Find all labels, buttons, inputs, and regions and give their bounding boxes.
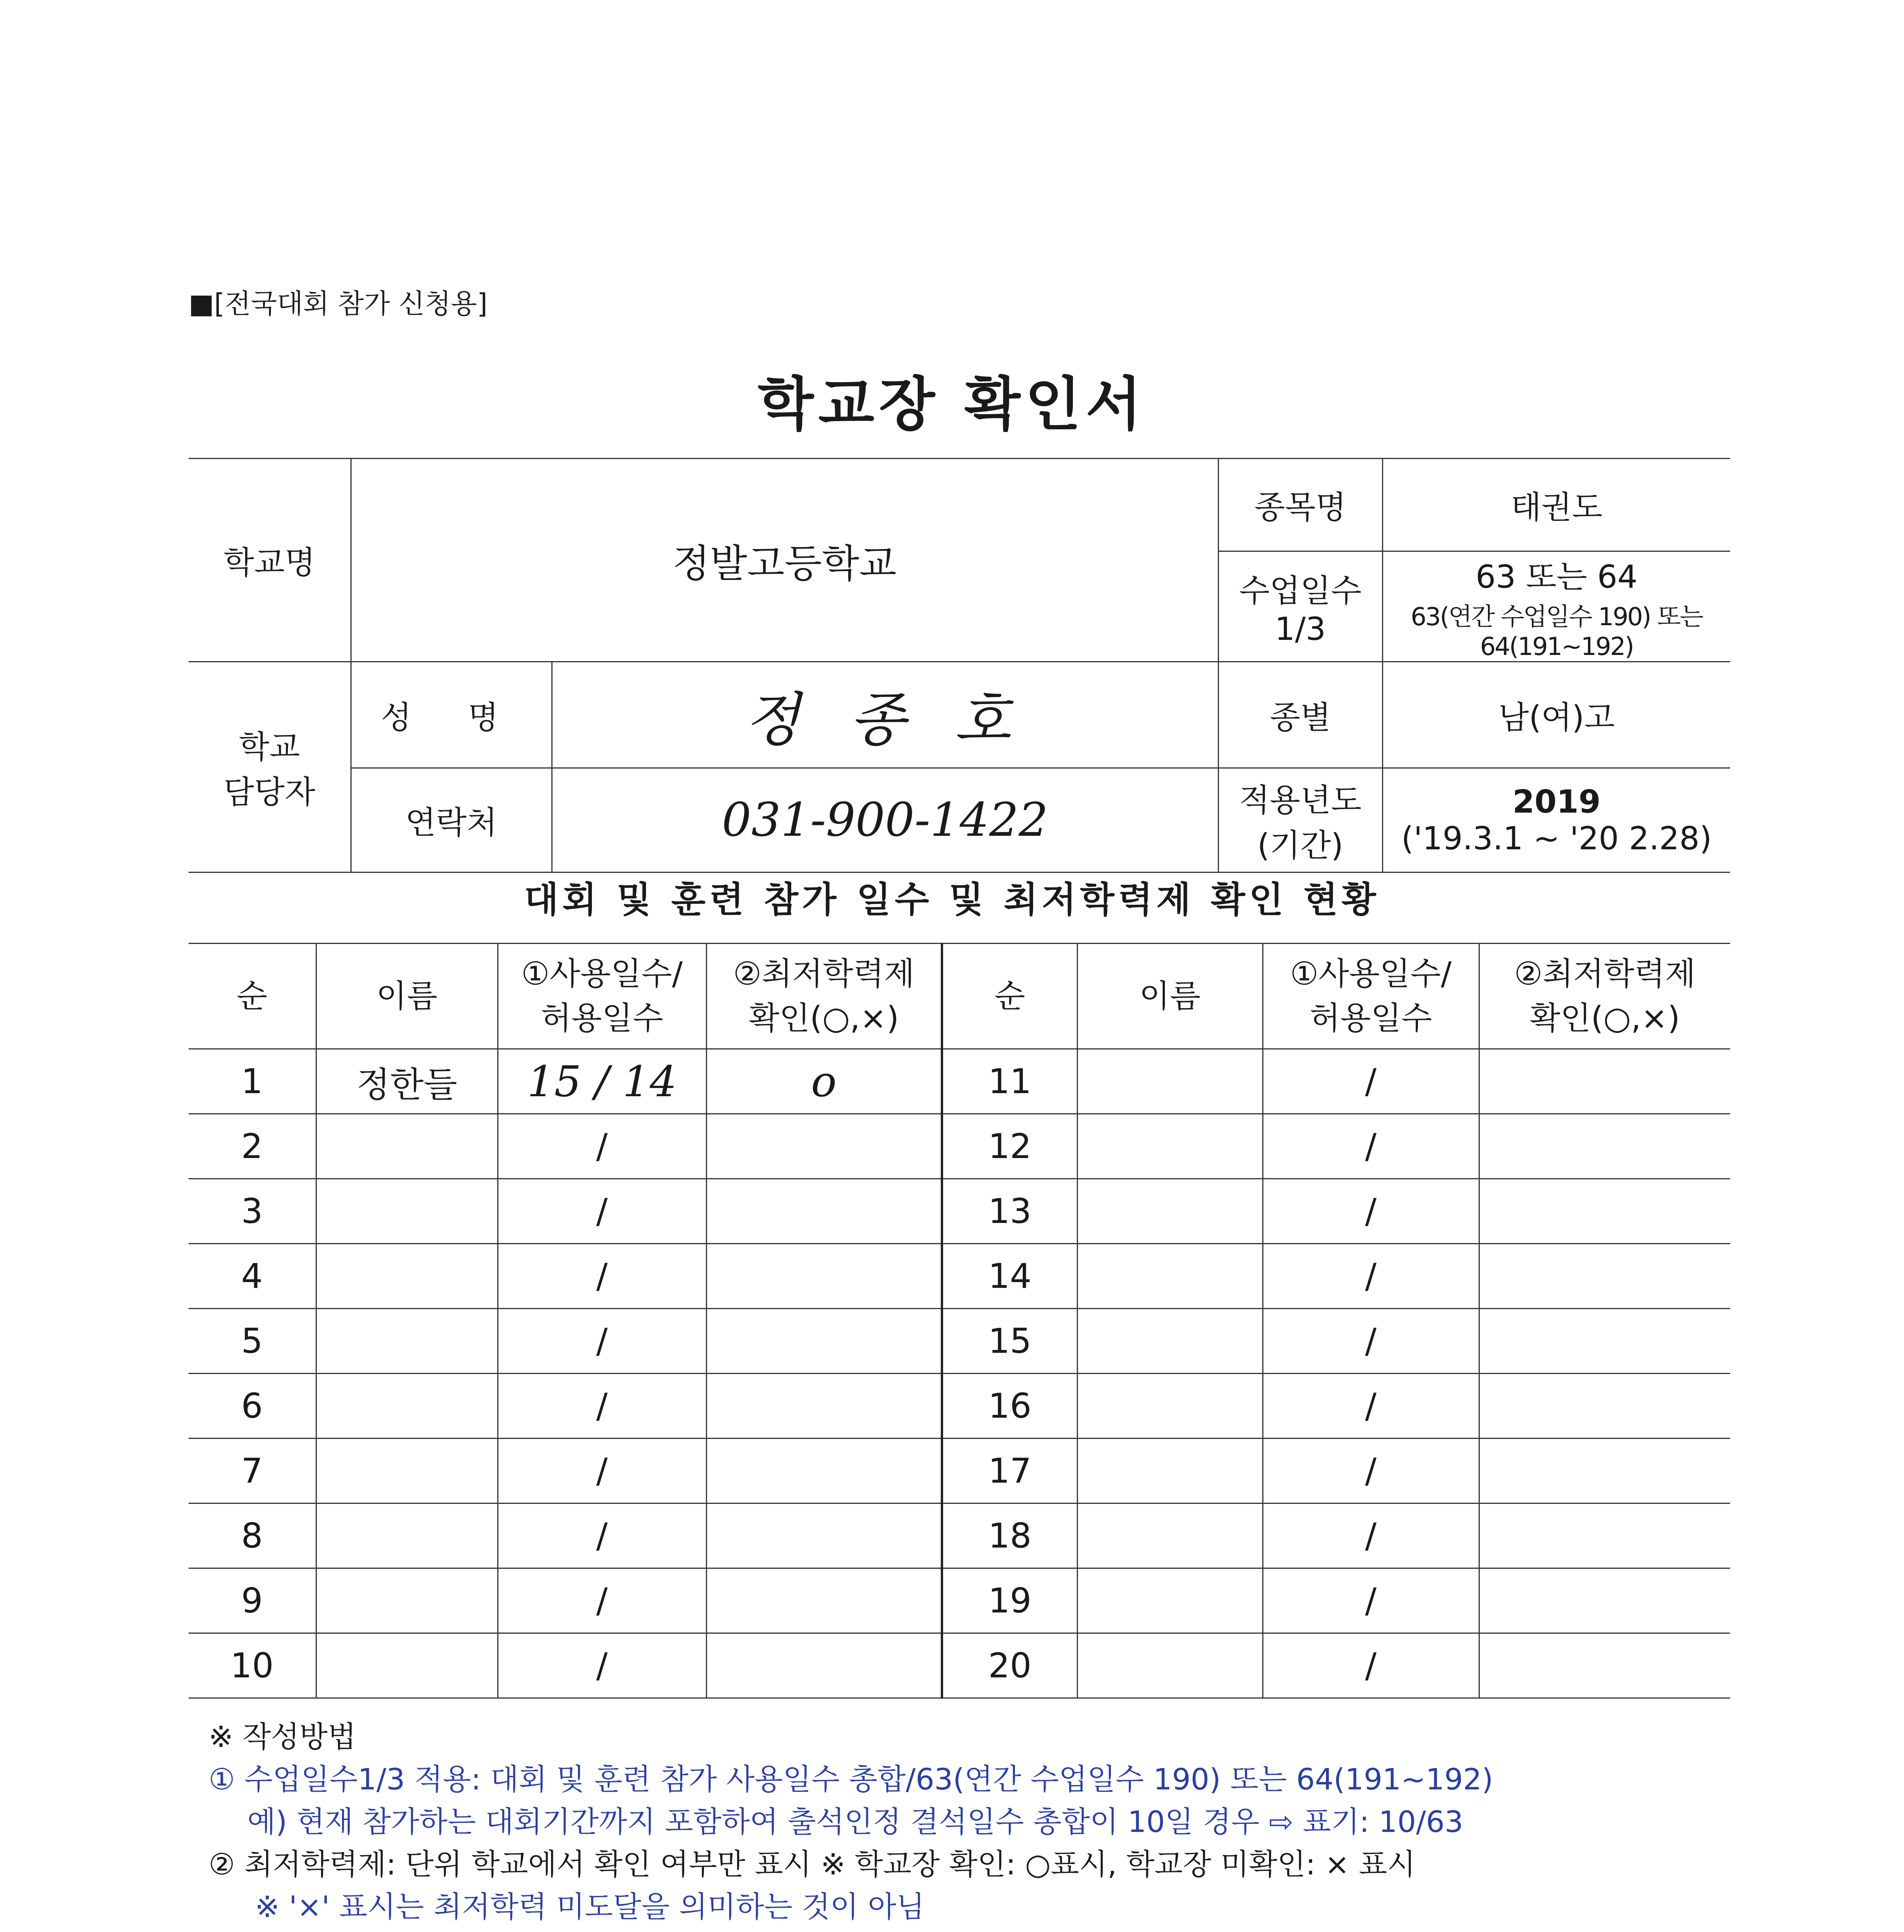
min-achievement-cell xyxy=(706,1503,942,1568)
contact-name-label: 성 명 xyxy=(351,662,552,768)
min-achievement-cell xyxy=(1479,1114,1730,1179)
header-days-right xyxy=(1263,944,1479,1049)
row-number-cell: 6 xyxy=(189,1374,316,1439)
name-cell xyxy=(1077,1503,1263,1568)
days-cell: / xyxy=(1263,1244,1479,1309)
header-min-left-line1: ②최저학력제 xyxy=(733,956,915,992)
apply-year-label-line1: 적용년도 xyxy=(1239,782,1362,819)
instructions xyxy=(209,1716,1739,1932)
days-cell: / xyxy=(498,1374,706,1439)
name-cell xyxy=(316,1503,498,1568)
row-number-cell: 19 xyxy=(942,1568,1077,1633)
header-min-right xyxy=(1479,944,1730,1049)
class-days-label-line2: 1/3 xyxy=(1275,611,1326,648)
name-cell xyxy=(316,1568,498,1633)
row-number-cell: 7 xyxy=(189,1439,316,1503)
row-number-cell: 9 xyxy=(189,1568,316,1633)
row-number-cell: 2 xyxy=(189,1114,316,1179)
header-no-right: 순 xyxy=(942,944,1077,1049)
sport-label: 종목명 xyxy=(1218,459,1382,551)
days-cell: / xyxy=(1263,1309,1479,1374)
header-days-left-line2: 허용일수 xyxy=(541,1000,663,1037)
instruction-line: ② 최저학력제: 단위 학교에서 확인 여부만 표시 ※ 학교장 확인: ○표시, 학교장 미확인: × 표시 xyxy=(209,1847,1416,1881)
school-label: 학교명 xyxy=(189,459,351,662)
min-achievement-cell xyxy=(1479,1503,1730,1568)
contact-phone-label: 연락처 xyxy=(351,768,552,872)
days-cell: / xyxy=(1263,1179,1479,1244)
min-achievement-cell xyxy=(706,1568,942,1633)
min-achievement-cell xyxy=(1479,1633,1730,1698)
name-cell xyxy=(316,1439,498,1503)
days-cell: / xyxy=(498,1633,706,1698)
class-days-value-detail: 63(연간 수업일수 190) 또는 64(191~192) xyxy=(1411,603,1703,661)
row-number-cell: 11 xyxy=(942,1049,1077,1114)
table-row xyxy=(189,1309,1730,1374)
name-cell xyxy=(316,1179,498,1244)
min-achievement-cell xyxy=(706,1374,942,1439)
table-row xyxy=(189,1633,1730,1698)
min-achievement-cell xyxy=(1479,1309,1730,1374)
row-number-cell: 8 xyxy=(189,1503,316,1568)
header-name-left: 이름 xyxy=(316,944,498,1049)
min-achievement-cell xyxy=(706,1439,942,1503)
table-row xyxy=(189,1503,1730,1568)
header-min-right-line2: 확인(○,×) xyxy=(1530,1000,1680,1037)
school-info-table xyxy=(189,458,1730,873)
instruction-line: ※ '×' 표시는 최저학력 미도달을 의미하는 것이 아님 xyxy=(255,1889,925,1924)
instruction-line: 예) 현재 참가하는 대회기간까지 포함하여 출석인정 결석일수 총합이 10일 경우 ⇨ 표기: 10/63 xyxy=(247,1804,1464,1839)
days-cell: / xyxy=(498,1179,706,1244)
contact-group-label xyxy=(189,662,351,872)
min-achievement-cell xyxy=(1479,1439,1730,1503)
table-row xyxy=(189,1568,1730,1633)
class-days-value-main: 63 또는 64 xyxy=(1476,559,1638,595)
days-cell: / xyxy=(498,1244,706,1309)
header-days-left xyxy=(498,944,706,1049)
table-row xyxy=(189,1114,1730,1179)
name-cell xyxy=(1077,1439,1263,1503)
days-cell: / xyxy=(1263,1503,1479,1568)
class-days-label-line1: 수업일수 xyxy=(1239,572,1362,609)
name-cell xyxy=(1077,1633,1263,1698)
days-cell: / xyxy=(1263,1568,1479,1633)
row-number-cell: 5 xyxy=(189,1309,316,1374)
name-cell xyxy=(1077,1309,1263,1374)
days-cell: / xyxy=(1263,1439,1479,1503)
min-achievement-cell xyxy=(1479,1374,1730,1439)
name-cell xyxy=(1077,1374,1263,1439)
header-min-right-line1: ②최저학력제 xyxy=(1514,956,1696,992)
class-days-label xyxy=(1218,551,1382,662)
days-cell: / xyxy=(498,1439,706,1503)
row-number-cell: 14 xyxy=(942,1244,1077,1309)
min-achievement-cell xyxy=(706,1114,942,1179)
header-min-left-line2: 확인(○,×) xyxy=(748,1000,899,1037)
header-days-left-line1: ①사용일수/ xyxy=(521,956,683,992)
name-cell xyxy=(1077,1114,1263,1179)
days-cell: / xyxy=(1263,1633,1479,1698)
row-number-cell: 3 xyxy=(189,1179,316,1244)
instruction-line xyxy=(209,1928,1739,1932)
name-cell xyxy=(316,1633,498,1698)
row-number-cell: 4 xyxy=(189,1244,316,1309)
header-min-left xyxy=(706,944,942,1049)
row-number-cell: 17 xyxy=(942,1439,1077,1503)
row-number-cell: 12 xyxy=(942,1114,1077,1179)
row-number-cell: 20 xyxy=(942,1633,1077,1698)
row-number-cell: 13 xyxy=(942,1179,1077,1244)
instruction-line: ※ 작성방법 xyxy=(209,1719,356,1754)
name-cell xyxy=(316,1374,498,1439)
min-achievement-cell xyxy=(706,1309,942,1374)
sport-value: 태권도 xyxy=(1382,459,1730,551)
table-row xyxy=(189,1244,1730,1309)
row-number-cell: 18 xyxy=(942,1503,1077,1568)
name-cell xyxy=(316,1309,498,1374)
apply-year-value-period: ('19.3.1 ~ '20 2.28) xyxy=(1401,820,1712,857)
table-row xyxy=(189,1179,1730,1244)
name-cell: 정한들 xyxy=(316,1049,498,1114)
header-days-right-line2: 허용일수 xyxy=(1309,1000,1432,1037)
table-row xyxy=(189,1049,1730,1114)
days-cell: / xyxy=(498,1503,706,1568)
section-subtitle: 대회 및 훈련 참가 일수 및 최저학력제 확인 현황 xyxy=(524,879,1380,920)
min-achievement-cell xyxy=(1479,1568,1730,1633)
apply-year-value-main: 2019 xyxy=(1512,783,1601,820)
header-no-left: 순 xyxy=(189,944,316,1049)
min-achievement-cell: o xyxy=(706,1049,942,1114)
days-cell: / xyxy=(498,1114,706,1179)
contact-phone-value: 031-900-1422 xyxy=(552,768,1218,872)
days-cell: / xyxy=(498,1568,706,1633)
name-cell xyxy=(1077,1244,1263,1309)
apply-year-label-line2: (기간) xyxy=(1257,827,1343,864)
school-name: 정발고등학교 xyxy=(351,459,1218,662)
min-achievement-cell xyxy=(706,1633,942,1698)
days-cell: / xyxy=(498,1309,706,1374)
name-cell xyxy=(1077,1049,1263,1114)
header-name-right: 이름 xyxy=(1077,944,1263,1049)
row-number-cell: 10 xyxy=(189,1633,316,1698)
name-cell xyxy=(1077,1179,1263,1244)
apply-year-label xyxy=(1218,768,1382,872)
name-cell xyxy=(316,1244,498,1309)
min-achievement-cell xyxy=(1479,1049,1730,1114)
name-cell xyxy=(1077,1568,1263,1633)
participation-table xyxy=(189,943,1730,1699)
class-days-value xyxy=(1382,551,1730,662)
row-number-cell: 16 xyxy=(942,1374,1077,1439)
contact-group-label-line2: 담당자 xyxy=(223,774,316,811)
row-number-cell: 1 xyxy=(189,1049,316,1114)
min-achievement-cell xyxy=(1479,1244,1730,1309)
apply-year-value xyxy=(1382,768,1730,872)
row-number-cell: 15 xyxy=(942,1309,1077,1374)
days-cell: / xyxy=(1263,1374,1479,1439)
contact-name-value: 정 종 호 xyxy=(552,662,1218,768)
table-row xyxy=(189,1374,1730,1439)
document-title: 학교장 확인서 xyxy=(758,371,1146,438)
min-achievement-cell xyxy=(706,1179,942,1244)
contact-group-label-line1: 학교 xyxy=(239,729,300,765)
header-days-right-line1: ①사용일수/ xyxy=(1290,956,1452,992)
days-cell: 15 / 14 xyxy=(498,1049,706,1114)
form-type-tag: ■[전국대회 참가 신청용] xyxy=(189,288,488,320)
instruction-line: ① 수업일수1/3 적용: 대회 및 훈련 참가 사용일수 총합/63(연간 수업일수 190) 또는 64(191~192) xyxy=(209,1762,1493,1796)
days-cell: / xyxy=(1263,1049,1479,1114)
category-value: 남(여)고 xyxy=(1382,662,1730,768)
category-label: 종별 xyxy=(1218,662,1382,768)
table-row xyxy=(189,1439,1730,1503)
min-achievement-cell xyxy=(706,1244,942,1309)
min-achievement-cell xyxy=(1479,1179,1730,1244)
days-cell: / xyxy=(1263,1114,1479,1179)
name-cell xyxy=(316,1114,498,1179)
